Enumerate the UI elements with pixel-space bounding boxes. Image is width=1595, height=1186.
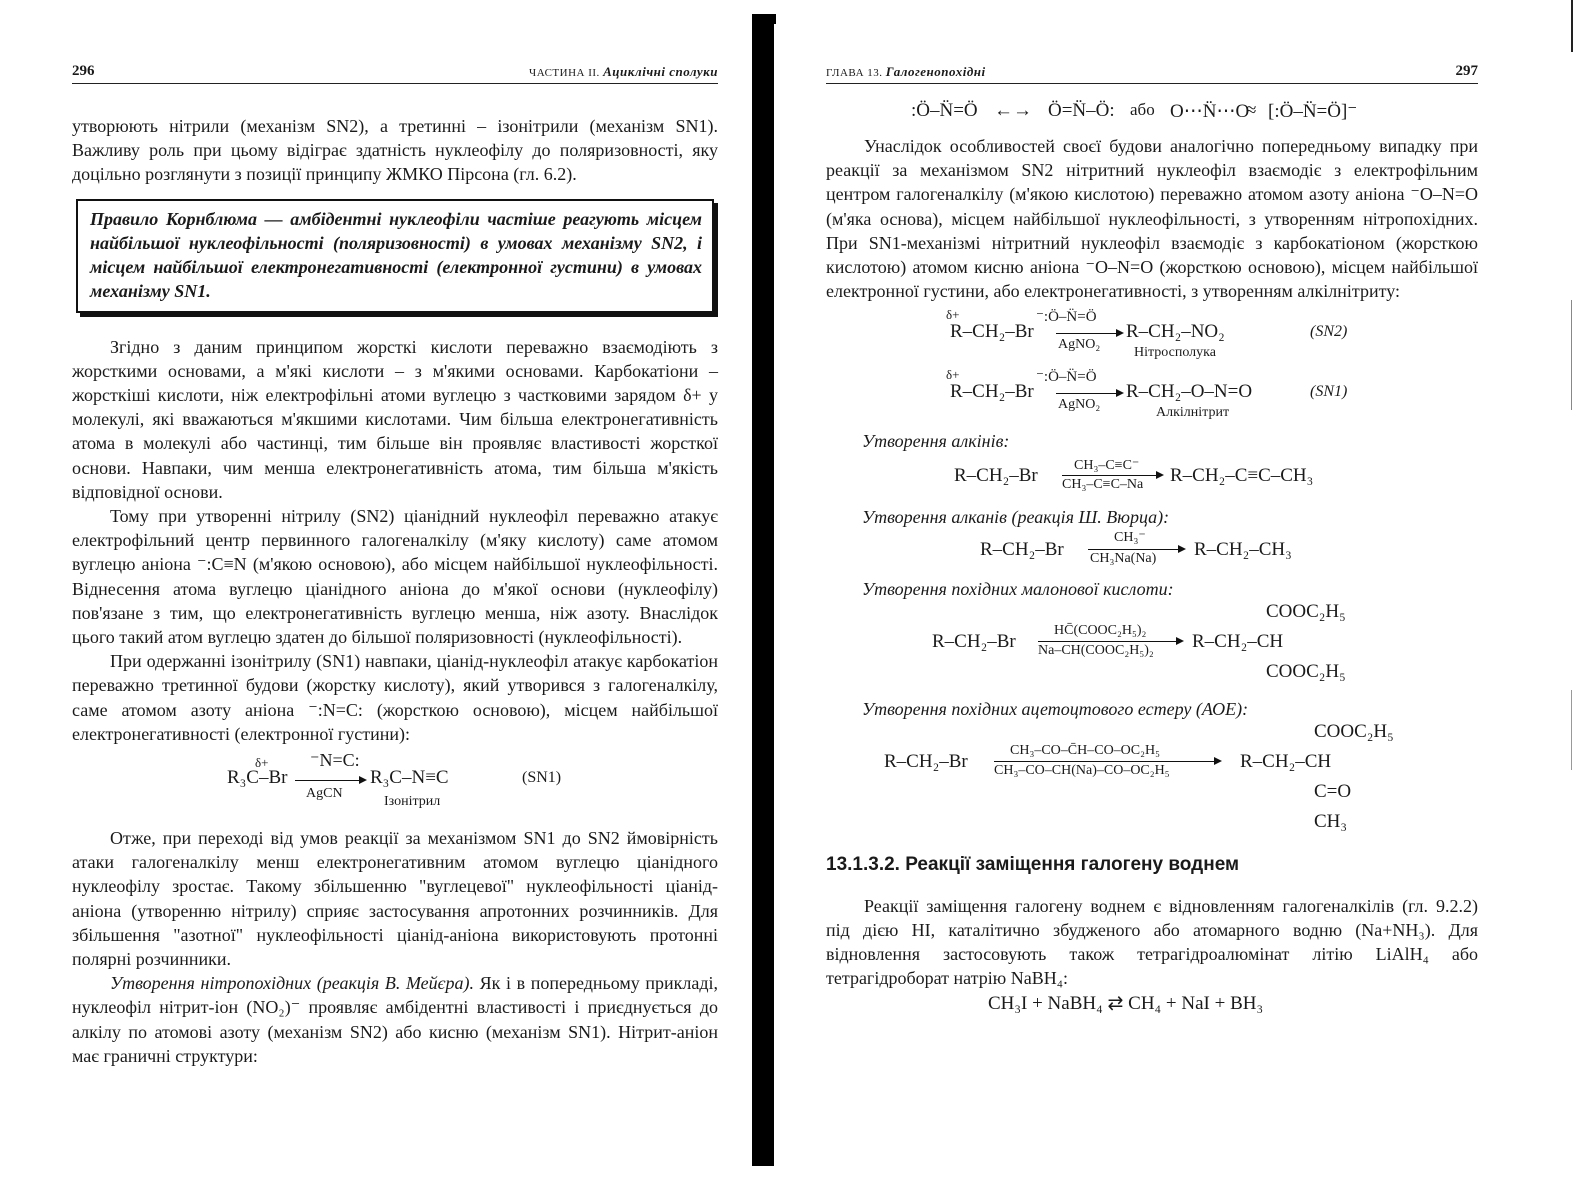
- reaction-subtitle: Утворення алканів (реакція Ш. Вюрца):: [862, 507, 1170, 528]
- section-heading: 13.1.3.2. Реакції заміщення галогену воднем: [826, 854, 1240, 876]
- reaction-subtitle: Утворення алкінів:: [862, 431, 1010, 452]
- paragraph: утворюють нітрили (механізм SN2), а третинні – ізонітрили (механізм SN1). Важливу роль при цьому відіграє здатність нуклеофілу до поляризовності, яку доцільно розглянути з позиції принципу ЖМКО Пірсона (гл. 6.2).: [72, 116, 718, 185]
- paragraph: Тому при утворенні нітрилу (SN2) ціанідний нуклеофіл переважно атакує електрофільний центр первинного галогеналкілу (м'яку кислоту) саме атомом вуглецю аніона ⁻:C≡N (м'якою основою), або місцем найбільшої нуклеофільності. Віднесення атома вуглецю ціанідного аніона до м'якої основи (нуклеофілу) пов'язане з тим, що електронегативність вуглецю менша, ніж азоту. Внаслідок цього такий атом вуглецю здатен до більшої поляризовності (нуклеофільності).: [72, 506, 718, 648]
- nitrite-resonance: :Ö–N̈=Ö ←→ Ö=N̈–Ö: або O⋯N̈⋯O ≈ [:Ö–N̈=Ö]⁻: [911, 100, 1358, 122]
- isonitrile-reaction: δ+ ⁻N=C: R₃C–Br AgCN R₃C–N≡C Ізонітрил (SN1): [227, 750, 562, 810]
- running-head: ГЛАВА 13. Галогенопохідні: [826, 64, 986, 79]
- left-page: [72, 60, 718, 1068]
- paragraph: При одержанні ізонітрилу (SN1) навпаки, ціанід-нуклеофіл атакує карбокатіон переважно третинної будови (жорстку кислоту), який утворився з галогеналкілу, саме атомом азоту аніона ⁻:N=C: (жорсткою основою), місцем найбільшої електронегативності (електронної густини):: [72, 651, 718, 744]
- page-number: 297: [1455, 63, 1478, 79]
- acetoacetic-reaction: COOC₂H₅ R–CH₂–Br CH₃–CO–C̄H–CO–OC₂H₅ CH₃–CO–CH(Na)–CO–OC₂H₅ R–CH₂–CH C=O CH₃: [884, 721, 1394, 833]
- paragraph: Унаслідок особливостей своєї будови аналогічно попередньому випадку при реакції за механізмом SN2 нітритний нуклеофіл взаємодіє з електрофільним центром галогеналкілу (м'якою кислотою) переважно атомом азоту аніона ⁻O–N=O (м'яка основа), місцем найбільшої нуклеофільності, з утворенням нітропохідних. При SN1-механізмі нітритний нуклеофіл взаємодіє з карбокатіоном (жорсткою кислотою) атомом кисню аніона ⁻O–N=O (жорсткою основою), місцем найбільшої електронної густини, або електронегативності, з утворенням алкілнітриту:: [826, 136, 1478, 302]
- page-header: [826, 60, 1478, 84]
- paragraph: Отже, при переході від умов реакції за механізмом SN1 до SN2 ймовірність атаки галогеналкілу менш електронегативним атомом вуглецю ціанідного нуклеофілу зростає. Такому збільшенню "вуглецевої" нуклеофільності ціанід-аніона (утворенню нітрилу) сприяє застосування апротонних розчинників. Для збільшення "азотної" нуклеофільності ціанід-аніона використовують протонні полярні розчинники.: [72, 828, 718, 970]
- running-head: ЧАСТИНА II. Ациклічні сполуки: [529, 64, 718, 79]
- paragraph: Утворення нітропохідних (реакція В. Мейєра). Як і в попередньому прикладі, нуклеофіл нітрит-іон (NO₂)⁻ проявляє амбідентні властивості і приєднується до алкілу по атомові азоту (механізм SN2) або кисню (механізм SN1). Нітрит-аніон має граничні структури:: [72, 973, 718, 1066]
- nitrite-ester-reaction: δ+ ⁻:Ö–N̈=Ö R–CH₂–Br AgNO₂ R–CH₂–O–N=O Алкілнітрит (SN1): [946, 367, 1348, 421]
- reduction-equation: CH₃I + NaBH₄ ⇄ CH₄ + NaI + BH₃: [988, 993, 1264, 1015]
- paragraph: Реакції заміщення галогену воднем є відновленням галогеналкілів (гл. 9.2.2) під дією HI, каталітично збудженого або атомарного водню (Na+NH₃). Для відновлення застосовують також тетрагідроалюмінат літію LiAlH₄ або тетрагідроборат натрію NaBH₄:: [826, 895, 1478, 989]
- malonic-reaction: COOC₂H₅ R–CH₂–Br HC̄(COOC₂H₅)₂ Na–CH(COOC₂H₅)₂ R–CH₂–CH COOC₂H₅: [932, 601, 1346, 683]
- page-header: [72, 60, 718, 84]
- kornblum-rule-box: Правило Корнблюма — амбідентні нуклеофіли частіше реагують місцем найбільшої нуклеофільності (поляризовності) в умовах механізму SN2, і місцем найбільшої електронегативності (електронної густини) в умовах механізму SN1.: [76, 199, 714, 313]
- page-edge-mark: [1571, 300, 1572, 410]
- page-number: 296: [72, 63, 95, 79]
- alkyne-reaction: R–CH₂–Br CH₃–C≡C⁻ CH₃–C≡C–Na R–CH₂–C≡C–CH₃: [954, 458, 1314, 493]
- page-edge-mark: [1571, 0, 1573, 52]
- paragraph: Згідно з даним принципом жорсткі кислоти переважно взаємодіють з жорсткими основами, а м'які кислоти – з м'якими основами. Карбокатіони – жорсткіші кислоти, ніж електрофільні атоми вуглецю з частковими зарядом δ+ у молекулі, які вважаються м'якшими кислотами. Чим більша електронегативність атома в молекулі або частинці, тим більше він проявляє властивості жорсткої основи. Навпаки, чим менша електронегативність атома, тим більша м'якість відповідної основи.: [72, 336, 718, 502]
- page-edge-mark: [1571, 690, 1572, 770]
- book-spine: [752, 14, 774, 1166]
- reaction-subtitle: Утворення похідних малонової кислоти:: [862, 579, 1174, 600]
- reaction-subtitle: Утворення похідних ацетоцтового естеру (АОЕ):: [862, 699, 1249, 720]
- book-spine-edge: [768, 14, 776, 24]
- nitro-reaction: δ+ ⁻:Ö–N̈=Ö R–CH₂–Br AgNO₂ R–CH₂–NO₂ Нітросполука (SN2): [946, 307, 1348, 361]
- right-page: [826, 60, 1478, 1020]
- wurtz-reaction: R–CH₂–Br CH₃⁻ CH₃Na(Na) R–CH₂–CH₃: [980, 530, 1292, 567]
